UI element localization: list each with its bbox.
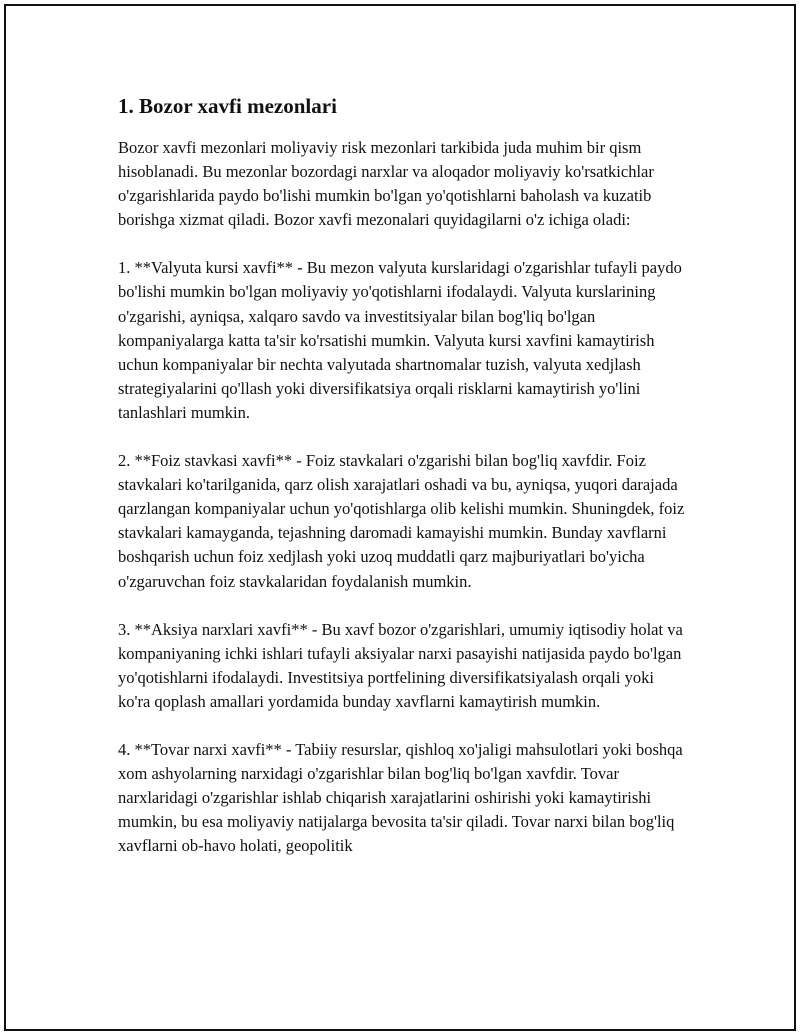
equity-price-risk-paragraph: 3. **Aksiya narxlari xavfi** - Bu xavf bozor o'zgarishlari, umumiy iqtisodiy holat va kompaniyaning ichki ishlari tufayli aksiyalar narxi pasayishi natijasida paydo bo'lgan yo'qotishlarni ifodalaydi. Investitsiya portfelining diversifikatsiyalash orqali yoki ko'ra qoplash amallari yordamida bunday xavflarni kamaytirish mumkin. [118,619,683,711]
interest-rate-risk-paragraph: 2. **Foiz stavkasi xavfi** - Foiz stavkalari o'zgarishi bilan bog'liq xavfdir. Foiz stavkalari ko'tarilganida, qarz olish xarajatlari oshadi va bu, ayniqsa, yuqori darajada qarzlangan kompaniyalar uchun yo'qotishlarga olib kelishi mumkin. Shuningdek, foiz stavkalari kamayganda, tejashning daromadi kamayishi mumkin. Bunday xavflarni boshqarish uchun foiz xedjlash yoki uzoq muddatli qarz majburiyatlari bo'yicha o'zgaruvchan foiz stavkalaridan foydalanish mumkin. [118,451,685,591]
currency-risk-paragraph: 1. **Valyuta kursi xavfi** - Bu mezon valyuta kurslaridagi o'zgarishlar tufayli paydo bo'lishi mumkin bo'lgan moliyaviy yo'qotishlarni ifodalaydi. Valyuta kurslarining o'zgarishi, ayniqsa, xalqaro savdo va investitsiyalar bilan bog'liq bo'lgan kompaniyalarga katta ta'sir ko'rsatishi mumkin. Valyuta kursi xavfini kamaytirish uchun kompaniyalar bir nechta valyutada shartnomalar tuzish, valyuta xedjlash strategiyalarini qo'llash yoki diversifikatsiya orqali risklarni kamaytirish yo'lini tanlashlari mumkin. [118,258,682,422]
intro-paragraph: Bozor xavfi mezonlari moliyaviy risk mezonlari tarkibida juda muhim bir qism hisoblanadi. Bu mezonlar bozordagi narxlar va aloqador moliyaviy ko'rsatkichlar o'zgarishlarida paydo bo'lishi mumkin bo'lgan yo'qotishlarni baholash va kuzatib borishga xizmat qiladi. Bozor xavfi mezonalari quyidagilarni o'z ichiga oladi: [118,138,654,230]
section-heading: 1. Bozor xavfi mezonlari [118,94,337,118]
document-body [118,92,690,882]
commodity-price-risk-paragraph: 4. **Tovar narxi xavfi** - Tabiiy resurslar, qishloq xo'jaligi mahsulotlari yoki boshqa xom ashyolarning narxidagi o'zgarishlar bilan bog'liq bo'lgan xavfdir. Tovar narxlaridagi o'zgarishlar ishlab chiqarish xarajatlarini oshirishi yoki kamaytirishi mumkin, bu esa moliyaviy natijalarga bevosita ta'sir qiladi. Tovar narxi bilan bog'liq xavflarni ob-havo holati, geopolitik [118,739,683,856]
